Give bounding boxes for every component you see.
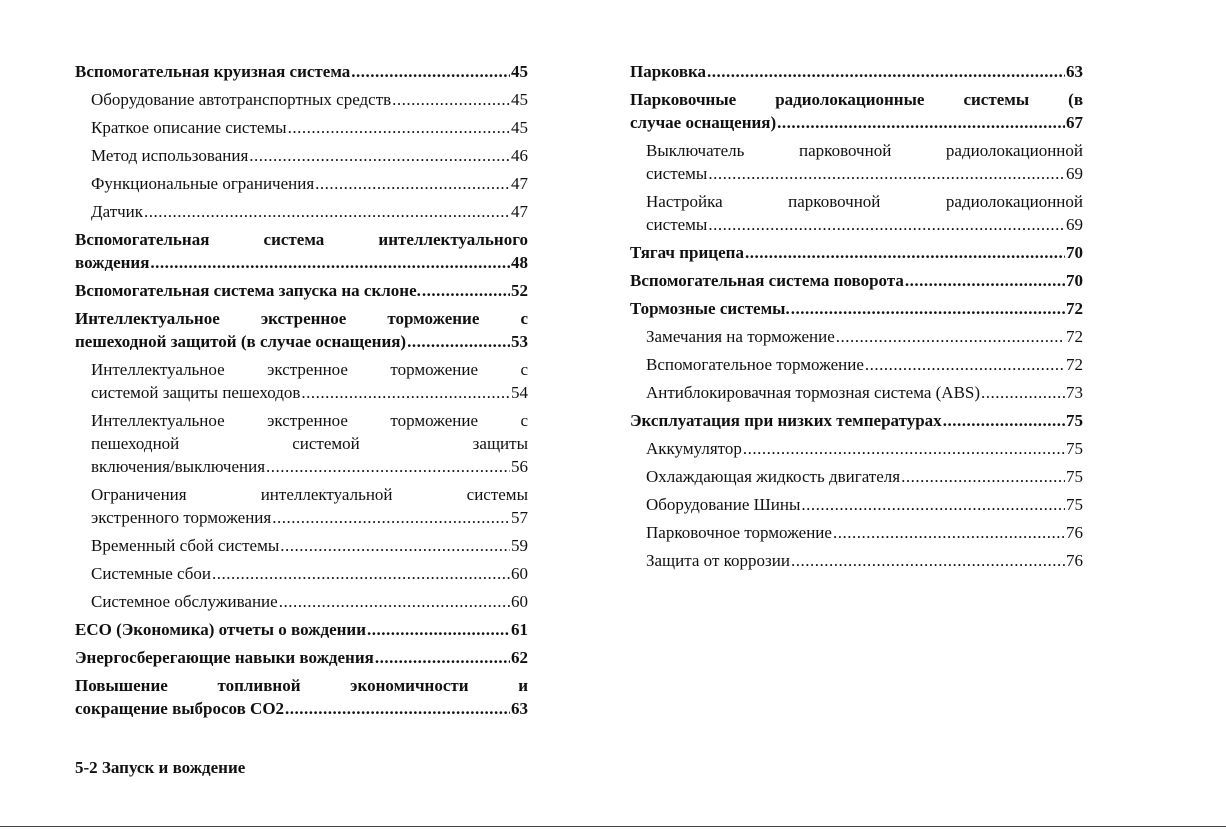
- toc-entry[interactable]: [630, 88, 1083, 134]
- toc-entry-page: 75: [1066, 495, 1083, 514]
- dot-leader: [212, 562, 510, 585]
- toc-entry-title: Тормозные системы.: [630, 299, 790, 318]
- toc-entry[interactable]: [646, 465, 1083, 488]
- toc-entry-page: 67: [1066, 113, 1083, 132]
- toc-entry-title: Вспомогательная круизная система: [75, 62, 351, 81]
- toc-column-right: [630, 60, 1083, 577]
- toc-entry[interactable]: [91, 144, 528, 167]
- toc-entry-title: Замечания на торможение: [646, 327, 835, 346]
- toc-entry-page: 45: [511, 118, 528, 137]
- toc-entry-page: 47: [511, 202, 528, 221]
- bottom-rule: [0, 826, 1226, 827]
- toc-entry[interactable]: [630, 60, 1083, 83]
- dot-leader: [285, 697, 510, 720]
- toc-entry-page: 47: [511, 174, 528, 193]
- toc-entry[interactable]: [75, 279, 528, 302]
- page-footer: 5-2 Запуск и вождение: [75, 758, 246, 777]
- toc-entry-page: 73: [1066, 383, 1083, 402]
- toc-entry-title: Эксплуатация при низких температурах: [630, 411, 942, 430]
- toc-entry-title: Интеллектуальное экстренное торможение с: [75, 309, 528, 328]
- dot-leader: [865, 353, 1065, 376]
- toc-column-left: [75, 60, 528, 725]
- toc-entry-page: 63: [511, 699, 528, 718]
- toc-entry-title: экстренного торможения: [91, 508, 272, 527]
- dot-leader: [301, 381, 510, 404]
- toc-entry-title: Ограничения интеллектуальной системы: [91, 485, 528, 504]
- toc-entry[interactable]: [91, 590, 528, 613]
- toc-entry-page: 72: [1066, 299, 1083, 318]
- toc-entry-title: Временный сбой системы: [91, 536, 280, 555]
- toc-entry-title: Охлаждающая жидкость двигателя: [646, 467, 901, 486]
- toc-entry[interactable]: [630, 241, 1083, 264]
- dot-leader: [791, 549, 1065, 572]
- toc-entry[interactable]: [646, 521, 1083, 544]
- toc-entry[interactable]: [630, 297, 1083, 320]
- toc-entry-page: 69: [1066, 215, 1083, 234]
- dot-leader: [144, 200, 510, 223]
- toc-entry[interactable]: [91, 483, 528, 529]
- dot-leader: [836, 325, 1065, 348]
- toc-entry-title: Функциональные ограничения: [91, 174, 315, 193]
- dot-leader: [392, 88, 510, 111]
- toc-entry[interactable]: [91, 200, 528, 223]
- dot-leader: [981, 381, 1065, 404]
- toc-entry-page: 69: [1066, 164, 1083, 183]
- toc-entry[interactable]: [630, 269, 1083, 292]
- dot-leader: [351, 60, 510, 83]
- toc-entry-page: 45: [511, 62, 528, 81]
- toc-entry-page: 75: [1066, 467, 1083, 486]
- toc-entry-title: Тягач прицепа: [630, 243, 744, 262]
- toc-entry-title: Системные сбои: [91, 564, 212, 583]
- toc-entry-title: Аккумулятор: [646, 439, 742, 458]
- toc-entry-title: Парковка: [630, 62, 707, 81]
- toc-entry-title: Парковочные радиолокационные системы (в: [630, 90, 1083, 109]
- toc-entry-page: 60: [511, 592, 528, 611]
- toc-entry-title: Датчик: [91, 202, 144, 221]
- toc-entry[interactable]: [91, 409, 528, 478]
- toc-entry-page: 45: [511, 90, 528, 109]
- dot-leader: [375, 646, 510, 669]
- toc-entry-title: случае оснащения): [630, 113, 777, 132]
- toc-entry-page: 76: [1066, 551, 1083, 570]
- toc-entry-title: Оборудование автотранспортных средств: [91, 90, 392, 109]
- toc-entry[interactable]: [646, 190, 1083, 236]
- toc-entry-page: 59: [511, 536, 528, 555]
- toc-entry-page: 62: [511, 648, 528, 667]
- toc-entry[interactable]: [646, 353, 1083, 376]
- toc-entry[interactable]: [91, 562, 528, 585]
- toc-entry[interactable]: [646, 493, 1083, 516]
- toc-entry-title: Повышение топливной экономичности и: [75, 676, 528, 695]
- dot-leader: [422, 279, 510, 302]
- toc-entry-title: Метод использования: [91, 146, 249, 165]
- toc-entry[interactable]: [646, 549, 1083, 572]
- dot-leader: [708, 162, 1065, 185]
- toc-entry[interactable]: [75, 646, 528, 669]
- toc-entry[interactable]: [646, 437, 1083, 460]
- toc-entry-page: 72: [1066, 355, 1083, 374]
- dot-leader: [708, 213, 1065, 236]
- toc-entry-page: 70: [1066, 271, 1083, 290]
- toc-entry-title: Интеллектуальное экстренное торможение с: [91, 360, 528, 379]
- toc-entry-title: системы: [646, 164, 708, 183]
- toc-entry-page: 54: [511, 383, 528, 402]
- dot-leader: [791, 297, 1065, 320]
- dot-leader: [272, 506, 510, 529]
- dot-leader: [249, 144, 510, 167]
- toc-entry[interactable]: [91, 534, 528, 557]
- toc-entry[interactable]: [75, 60, 528, 83]
- toc-entry-title: Оборудование Шины: [646, 495, 801, 514]
- toc-entry-title: системой защиты пешеходов: [91, 383, 301, 402]
- toc-entry-page: 56: [511, 457, 528, 476]
- toc-entry[interactable]: [646, 325, 1083, 348]
- dot-leader: [801, 493, 1065, 516]
- toc-entry-page: 61: [511, 620, 528, 639]
- toc-entry-title: Вспомогательная система поворота: [630, 271, 904, 290]
- toc-entry-title: Краткое описание системы: [91, 118, 287, 137]
- toc-entry-title: системы: [646, 215, 708, 234]
- dot-leader: [777, 111, 1065, 134]
- toc-entry-page: 76: [1066, 523, 1083, 542]
- toc-entry-title: Защита от коррозии: [646, 551, 790, 570]
- toc-entry-page: 46: [511, 146, 528, 165]
- dot-leader: [367, 618, 510, 641]
- toc-entry-title: пешеходной системой защиты: [91, 434, 528, 453]
- toc-entry-title: Вспомогательное торможение: [646, 355, 864, 374]
- toc-entry-page: 60: [511, 564, 528, 583]
- toc-entry-title: Системное обслуживание: [91, 592, 278, 611]
- dot-leader: [707, 60, 1065, 83]
- dot-leader: [150, 251, 510, 274]
- toc-entry-title: Вспомогательная система интеллектуального: [75, 230, 528, 249]
- toc-entry-title: Настройка парковочной радиолокационной: [646, 192, 1083, 211]
- toc-entry-page: 72: [1066, 327, 1083, 346]
- toc-entry[interactable]: [75, 307, 528, 353]
- toc-entry-page: 48: [511, 253, 528, 272]
- toc-entry-title: сокращение выбросов CO2: [75, 699, 285, 718]
- dot-leader: [905, 269, 1065, 292]
- toc-entry-page: 70: [1066, 243, 1083, 262]
- toc-entry-title: Антиблокировачная тормозная система (ABS): [646, 383, 981, 402]
- dot-leader: [833, 521, 1065, 544]
- toc-entry-page: 57: [511, 508, 528, 527]
- toc-entry[interactable]: [630, 409, 1083, 432]
- toc-entry-title: Интеллектуальное экстренное торможение с: [91, 411, 528, 430]
- dot-leader: [280, 534, 510, 557]
- toc-entry-title: Парковочное торможение: [646, 523, 832, 542]
- toc-entry[interactable]: [91, 172, 528, 195]
- toc-entry[interactable]: [75, 618, 528, 641]
- toc-entry-title: ECO (Экономика) отчеты о вождении: [75, 620, 367, 639]
- dot-leader: [266, 455, 510, 478]
- toc-entry-page: 52: [511, 281, 528, 300]
- toc-entry[interactable]: [646, 381, 1083, 404]
- dot-leader: [315, 172, 510, 195]
- toc-entry[interactable]: [75, 674, 528, 720]
- toc-entry-title: включения/выключения: [91, 457, 266, 476]
- toc-entry-title: Энергосберегающие навыки вождения: [75, 648, 374, 667]
- toc-entry-page: 63: [1066, 62, 1083, 81]
- toc-entry-title: Вспомогательная система запуска на склоне.: [75, 281, 421, 300]
- toc-entry[interactable]: [646, 139, 1083, 185]
- toc-entry[interactable]: [91, 116, 528, 139]
- dot-leader: [279, 590, 510, 613]
- dot-leader: [288, 116, 510, 139]
- toc-entry-page: 75: [1066, 411, 1083, 430]
- dot-leader: [943, 409, 1065, 432]
- toc-entry[interactable]: [91, 88, 528, 111]
- dot-leader: [745, 241, 1065, 264]
- toc-entry-title: вождения: [75, 253, 150, 272]
- toc-entry[interactable]: [75, 228, 528, 274]
- toc-entry-page: 53: [511, 332, 528, 351]
- toc-entry-page: 75: [1066, 439, 1083, 458]
- dot-leader: [743, 437, 1065, 460]
- dot-leader: [901, 465, 1065, 488]
- toc-entry-title: пешеходной защитой (в случае оснащения): [75, 332, 407, 351]
- dot-leader: [407, 330, 510, 353]
- toc-entry[interactable]: [91, 358, 528, 404]
- toc-entry-title: Выключатель парковочной радиолокационной: [646, 141, 1083, 160]
